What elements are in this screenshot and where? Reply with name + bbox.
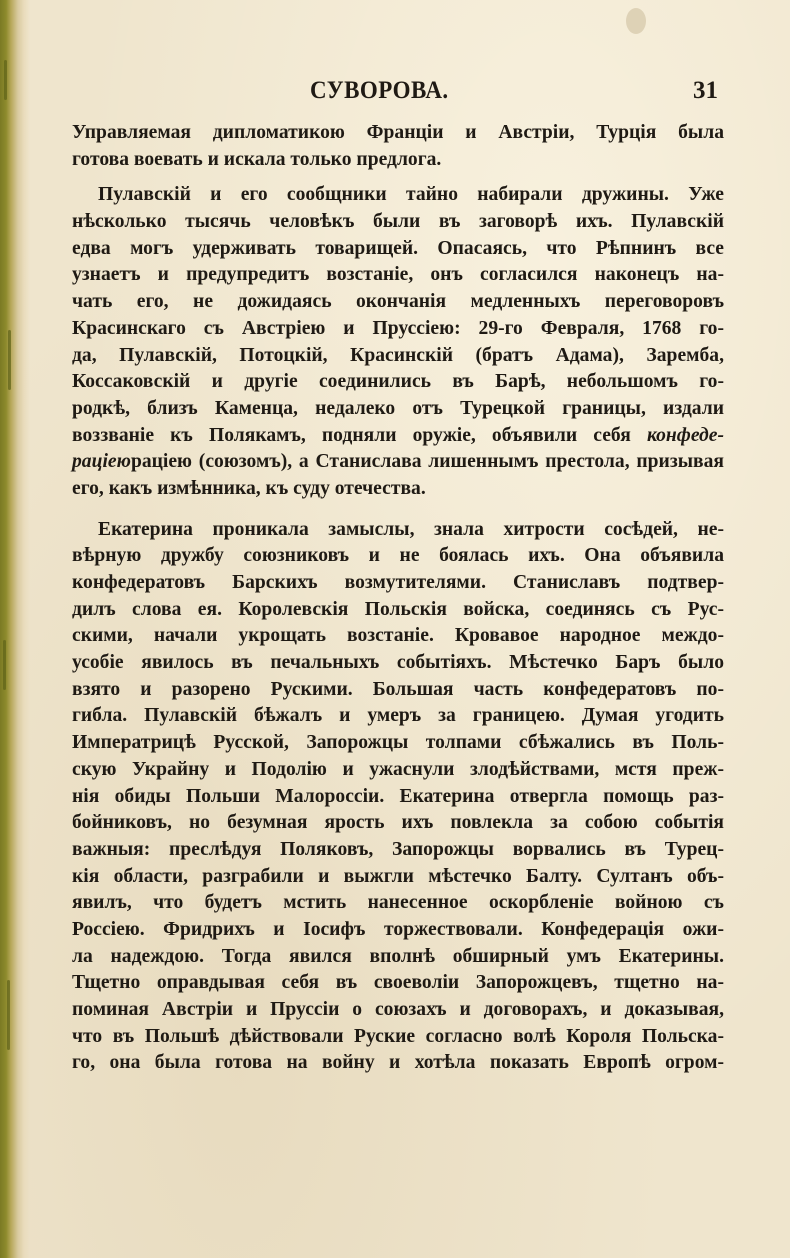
paragraph-gap [72, 503, 724, 517]
text-line: узнаетъ и предупредитъ возстаніе, онъ согласился наконецъ на- [72, 264, 724, 286]
text-line: родкѣ, близъ Каменца, недалеко отъ Турецкой границы, издали [72, 397, 724, 419]
text-line: готова воевать и искала только предлога. [72, 148, 442, 170]
text-line: что въ Польшѣ дѣйствовали Руские согласно волѣ Короля Польска- [72, 1025, 724, 1047]
text-line: конфедератовъ Барскихъ возмутителями. Станиславъ подтвер- [72, 572, 724, 593]
text-line: скими, начали укрощать возстаніе. Кровавое народное междо- [72, 625, 724, 647]
text-line: вѣрную дружбу союзниковъ и не боялась ихъ. Она объявила [72, 545, 724, 567]
text-line-with-italic [72, 449, 724, 476]
text-line: нія обиды Польши Малороссіи. Екатерина отвергла помощь раз- [72, 785, 724, 807]
text-line: чать его, не дожидаясь окончанія медленныхъ переговоровъ [72, 291, 724, 313]
paragraph-2 [72, 182, 724, 502]
text-line: явилъ, что будетъ мстить нанесенное оскорбленіе войною съ [72, 892, 724, 914]
text-line: Красинскаго съ Австріею и Пруссіею: 29-го Февраля, 1768 го- [72, 317, 724, 339]
page-header [72, 77, 722, 107]
spine-mark [3, 640, 6, 690]
text-line: скую Украйну и Подолію и ужаснули злодѣйствами, мстя преж- [72, 758, 724, 780]
paragraph-1 [72, 120, 724, 173]
text-line: го, она была готова на войну и хотѣла показать Европѣ огром- [72, 1052, 724, 1074]
spine-mark [7, 980, 10, 1050]
body-text [72, 120, 724, 1077]
book-spine-edge [0, 0, 30, 1258]
running-title: СУВОРОВА. [310, 77, 449, 104]
text-line: Пулавскій и его сообщники тайно набирали дружины. Уже [98, 184, 724, 206]
text-line: важныя: преслѣдуя Поляковъ, Запорожцы ворвались въ Турец- [72, 838, 724, 860]
text-line: дилъ слова ея. Королевскія Польскія войска, соединясь съ Рус- [72, 598, 724, 620]
text-line: Императрицѣ Русской, Запорожцы толпами сбѣжались въ Поль- [72, 732, 724, 754]
page-number: 31 [693, 77, 718, 104]
text-line: едва могъ удерживать товарищей. Опасаясь, что Рѣпнинъ все [72, 237, 724, 259]
text-line: ла надеждою. Тогда явился вполнѣ обширный умъ Екатерины. [72, 945, 724, 967]
italic-term: конфеде- [646, 424, 724, 446]
italic-term: раціею [72, 451, 131, 473]
text-line: бойниковъ, но безумная ярость ихъ повлекла за собою событія [72, 812, 724, 834]
paper-stain [626, 8, 646, 34]
text-line: нѣсколько тысячь человѣкъ были въ заговорѣ ихъ. Пулавскій [72, 211, 724, 233]
text-line: Россіею. Фридрихъ и Іосифъ торжествовали. Конфедерація ожи- [72, 918, 724, 940]
text-line: Управляемая дипломатикою Франціи и Австріи, Турція была [72, 122, 724, 143]
text-line: Коссаковскій и другіе соединились въ Барѣ, небольшомъ го- [72, 371, 724, 393]
text-line-with-italic [72, 423, 724, 450]
spine-mark [8, 330, 11, 390]
text-line: его, какъ измѣнника, къ суду отечества. [72, 477, 426, 499]
text-line: поминая Австріи и Пруссіи о союзахъ и договорахъ, и доказывая, [72, 999, 724, 1020]
text-line: кія области, разграбили и выжгли мѣстечко Балту. Султанъ объ- [72, 865, 724, 887]
text-line: Екатерина проникала замыслы, знала хитрости сосѣдей, не- [98, 518, 724, 540]
text-line: Тщетно оправдывая себя въ своеволіи Запорожцевъ, тщетно на- [72, 972, 724, 994]
spine-mark [4, 60, 7, 100]
text-line: взято и разорено Рускими. Большая часть конфедератовъ по- [72, 678, 724, 700]
paragraph-gap [72, 173, 724, 182]
text-run: воззваніе къ Полякамъ, подняли оружіе, объявили себя [72, 424, 631, 446]
paragraph-3 [72, 517, 724, 1077]
text-line: усобіе явилось въ печальныхъ событіяхъ. Мѣстечко Баръ было [72, 652, 724, 674]
text-line: да, Пулавскій, Потоцкій, Красинскій (братъ Адама), Заремба, [72, 344, 724, 366]
text-run: раціею (союзомъ), а Станислава лишеннымъ престола, призывая [130, 451, 724, 473]
text-line: гибла. Пулавскій бѣжалъ и умеръ за границею. Думая угодить [72, 705, 724, 727]
